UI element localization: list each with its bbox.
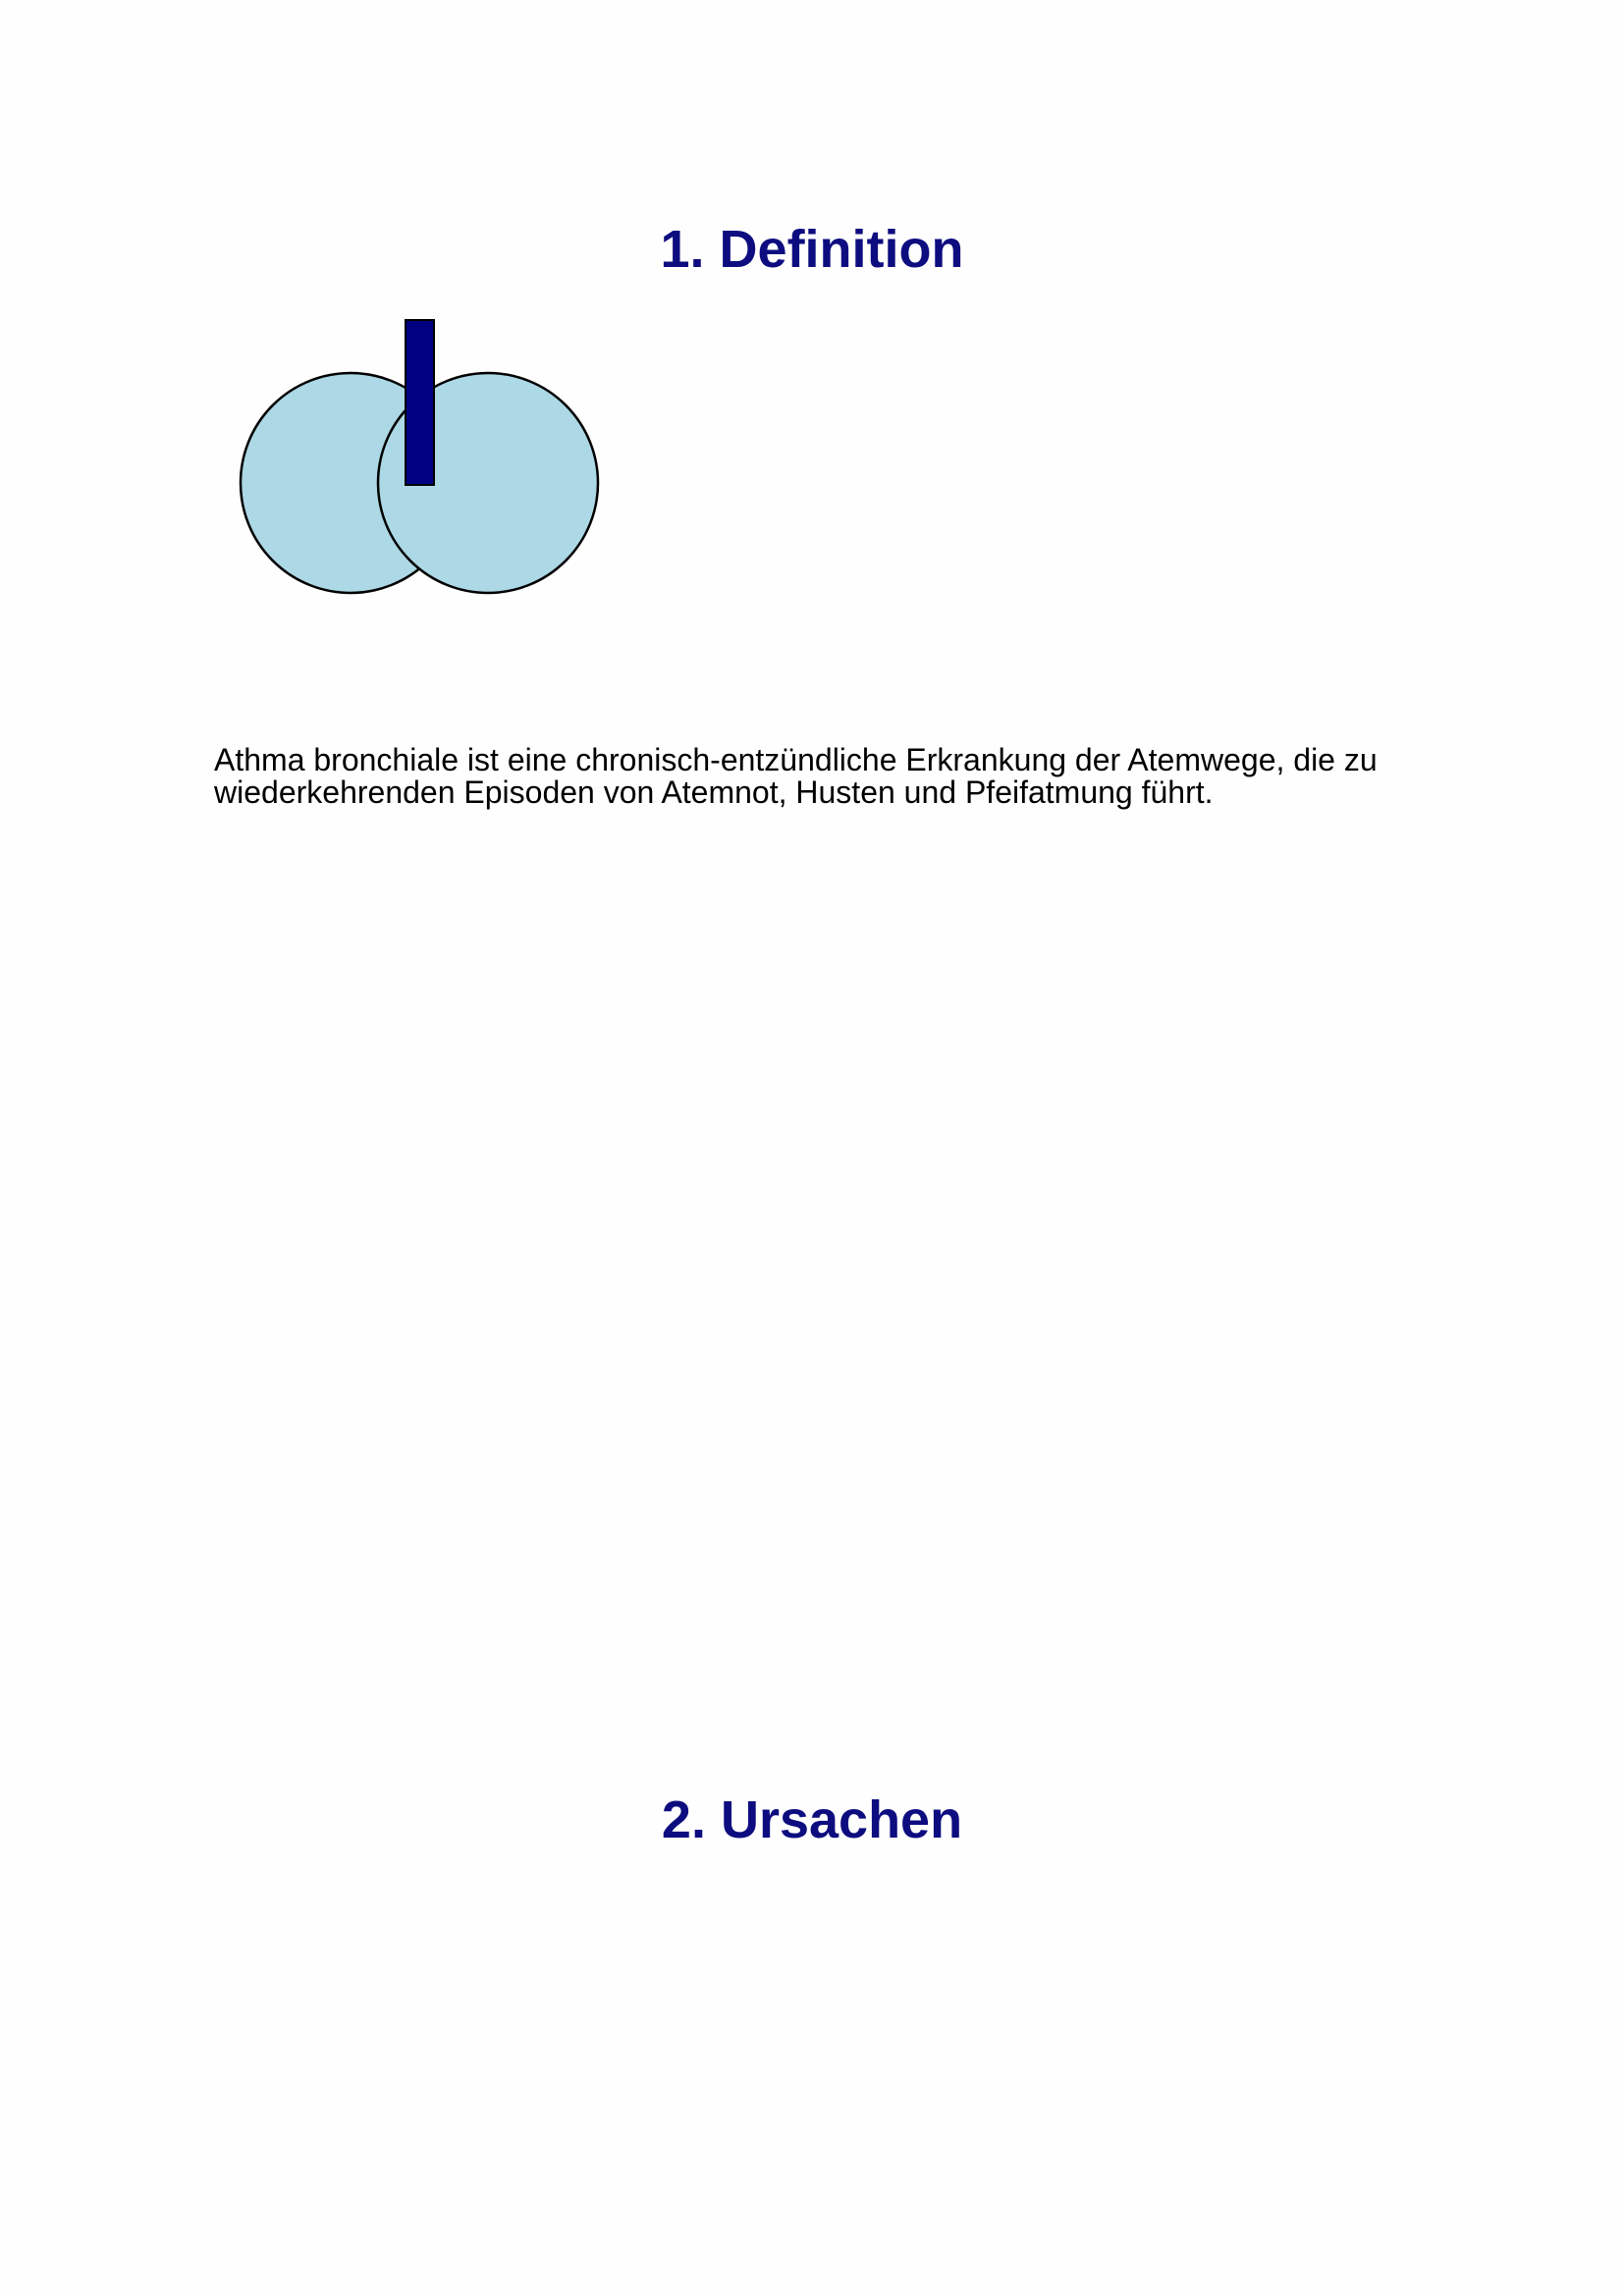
- definition-paragraph: Athma bronchiale ist eine chronisch-entzündliche Erkrankung der Atemwege, die zu wiederkehrenden Episoden von Atemnot, Husten und Pfeifatmung führt.: [214, 742, 1378, 810]
- section-heading-definition: 1. Definition: [660, 220, 964, 279]
- section-heading-ursachen: 2. Ursachen: [661, 1790, 963, 1849]
- trachea-bar: [406, 320, 434, 485]
- lungs-illustration: [236, 314, 609, 609]
